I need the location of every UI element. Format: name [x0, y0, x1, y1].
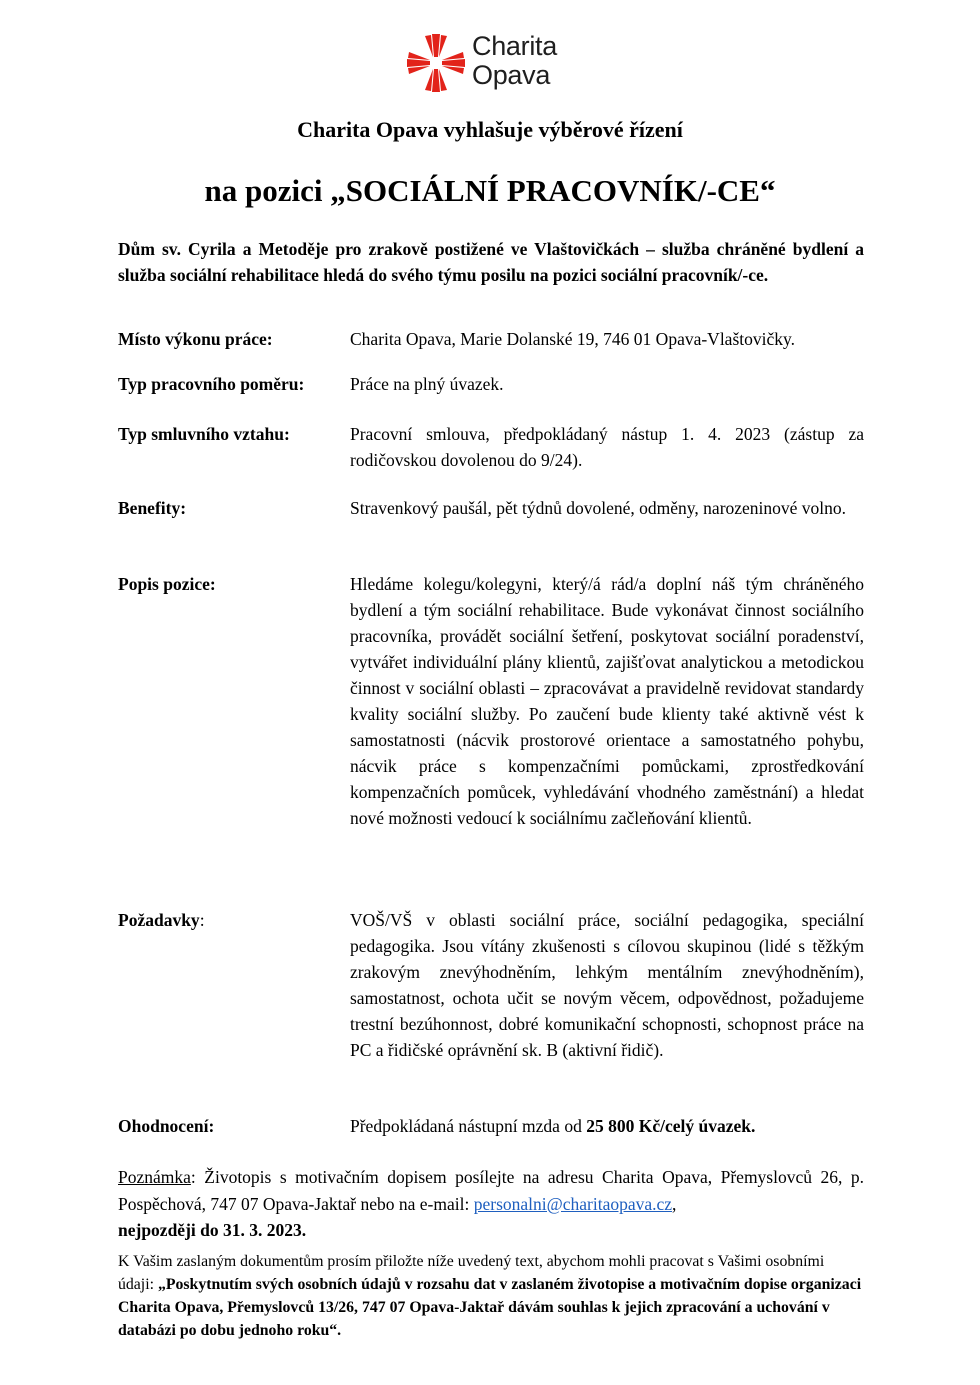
requirements-value: VOŠ/VŠ v oblasti sociální práce, sociální pedagogika, speciální pedagogika. Jsou vítány zkušenosti s cílovou skupinou (lidé s těžkým zrakovým znevýhodněním, lehkým mentálním znevýhodněním), samostatnost, ochota učit se novým věcem, odpovědnost, požadujeme trestní bezúhonnost, dobré komunikační schopnosti, schopnost práce na PC a řidičské oprávnění sk. B (aktivní řidič).: [350, 910, 864, 1060]
workplace-label: Místo výkonu práce:: [118, 329, 273, 349]
requirements-label: [118, 907, 205, 933]
charita-logo: [405, 32, 585, 94]
position-description-label: Popis pozice:: [118, 574, 216, 594]
logo-line-1: Charita: [472, 31, 557, 61]
consent-intro: K Vašim zaslaným dokumentům prosím přiložte níže uvedený text, abychom mohli pracovat s Vašimi osobními údaji:: [118, 1253, 825, 1293]
contract-type-label: Typ smluvního vztahu:: [118, 424, 290, 444]
salary-value: [350, 1113, 864, 1139]
benefits-label: Benefity:: [118, 498, 187, 518]
contract-type-value: Pracovní smlouva, předpokládaný nástup 1. 4. 2023 (zástup za rodičovskou dovolenou do 9/24).: [350, 424, 864, 470]
consent-paragraph: [118, 1250, 864, 1342]
application-deadline: nejpozději do 31. 3. 2023.: [118, 1220, 307, 1240]
note-comma: ,: [672, 1193, 677, 1214]
salary-prefix: Předpokládaná nástupní mzda od: [350, 1116, 587, 1136]
application-note: [118, 1164, 864, 1244]
logo-line-2: Opava: [472, 60, 551, 90]
note-text: : Životopis s motivačním dopisem posílejte na adresu Charita Opava, Přemyslovců 26, p. Pospěchová, 747 07 Opava-Jaktař nebo na e-mail:: [118, 1167, 864, 1214]
workplace-value: Charita Opava, Marie Dolanské 19, 746 01 Opava-Vlaštovičky.: [350, 329, 795, 349]
requirements-label-text: Požadavky: [118, 910, 200, 930]
requirements-label-colon: :: [199, 910, 205, 930]
employment-type-label: Typ pracovního poměru:: [118, 374, 305, 394]
announcement-heading: Charita Opava vyhlašuje výběrové řízení: [297, 117, 683, 142]
logo-wordmark: [472, 32, 557, 90]
email-link[interactable]: personalni@charitaopava.cz: [473, 1193, 673, 1214]
intro-paragraph: Dům sv. Cyrila a Metoděje pro zrakově postižené ve Vlaštovičkách – služba chráněné bydlení a služba sociální rehabilitace hledá do svého týmu posilu na pozici sociální pracovník/-ce.: [118, 239, 864, 285]
benefits-value: Stravenkový paušál, pět týdnů dovolené, odměny, narozeninové volno.: [350, 498, 847, 518]
employment-type-value: Práce na plný úvazek.: [350, 374, 504, 394]
position-title: na pozici „SOCIÁLNÍ PRACOVNÍK/-CE“: [204, 173, 776, 208]
consent-quote: „Poskytnutím svých osobních údajů v rozsahu dat v zaslaném životopise a motivačním dopise organizaci Charita Opava, Přemyslovců 13/26, 747 07 Opava-Jaktař dávám souhlas k jejich zpracování a uchování v databázi po dobu jednoho roku“.: [118, 1276, 862, 1339]
charita-cross-icon: [405, 32, 467, 94]
note-label: Poznámka: [118, 1167, 191, 1187]
salary-amount: 25 800 Kč/celý úvazek.: [586, 1116, 756, 1136]
position-description-value: Hledáme kolegu/kolegyni, který/á rád/a doplní náš tým chráněného bydlení a tým sociální rehabilitace. Bude vykonávat činnost sociálního pracovníka, provádět sociální šetření, poskytovat sociální poradenství, vytvářet individuální plány klientů, zajišťovat analytickou a metodickou činnost v sociální oblasti – zpracovávat a pravidelně revidovat standardy kvality sociální služby. Po zaučení bude klienty také aktivně vést k samostatnosti (nácvik prostorové orientace a samostatného pohybu, nácvik práce s kompenzačními pomůckami, zprostředkování kompenzačních pomůcek, vyhledávání vhodného zaměstnání) a hledat nové možnosti vedoucí k sociálnímu začleňování klientů.: [350, 574, 864, 828]
salary-label: Ohodnocení:: [118, 1116, 215, 1136]
